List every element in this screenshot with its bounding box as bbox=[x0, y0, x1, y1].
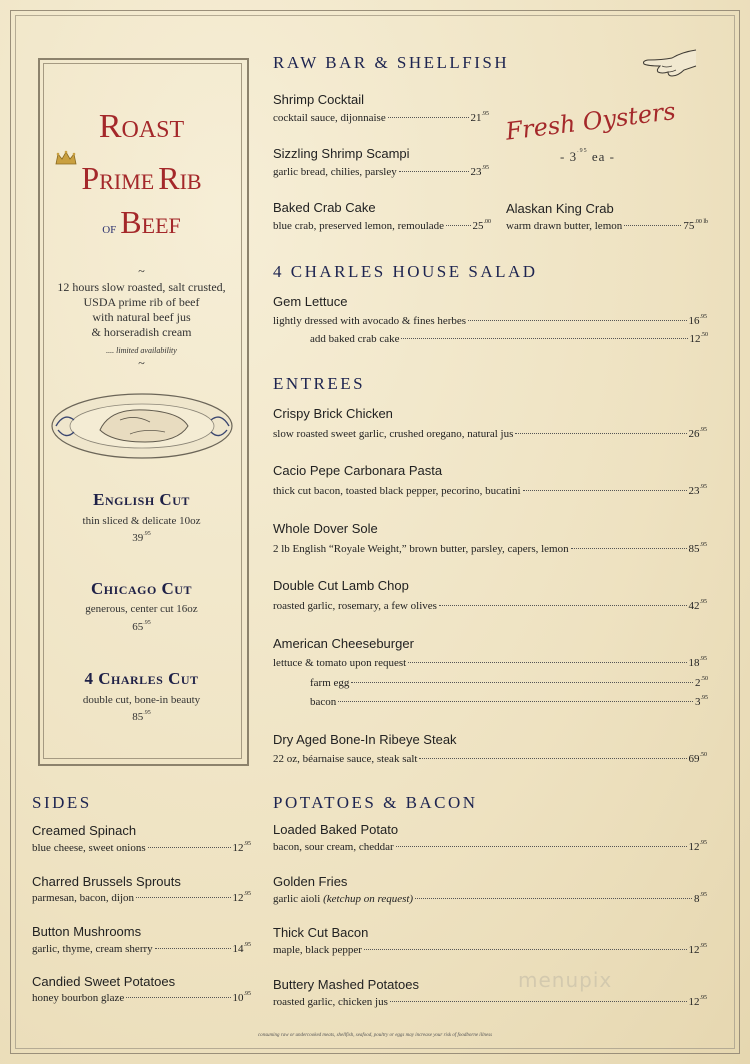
desc-crab-cake: blue crab, preserved lemon, remoulade $25^{.00}$ bbox=[273, 219, 491, 232]
item-loaded-potato: Loaded Baked Potato bbox=[273, 822, 399, 837]
item-sweet-potatoes: Candied Sweet Potatoes bbox=[32, 974, 176, 989]
desc-dover-sole: 2 lb English “Royale Weight,” brown butter, parsley, capers, lemon $85^{.95}$ bbox=[273, 542, 707, 555]
title-beef: Beef bbox=[120, 204, 181, 240]
desc-add-crab-cake: add baked crab cake $12^{.50}$ bbox=[310, 332, 708, 345]
desc-brussels-sprouts: parmesan, bacon, dijon $12^{.95}$ bbox=[32, 891, 251, 904]
desc-bacon-addon: bacon $3^{.95}$ bbox=[310, 695, 708, 708]
tilde-bottom: ~ bbox=[138, 356, 145, 370]
cut-price-english: $39^{.95}$ bbox=[132, 531, 151, 544]
desc-ribeye: 22 oz, béarnaise sauce, steak salt $69^{.50}$ bbox=[273, 752, 707, 765]
desc-thick-bacon: maple, black pepper $12^{.95}$ bbox=[273, 943, 707, 956]
desc-mashed-potatoes: roasted garlic, chicken jus $12^{.95}$ bbox=[273, 995, 707, 1008]
item-carbonara: Cacio Pepe Carbonara Pasta bbox=[273, 463, 443, 478]
title-line-3 bbox=[38, 204, 245, 241]
platter-illustration bbox=[50, 390, 235, 467]
section-salad: 4 CHARLES HOUSE SALAD bbox=[273, 262, 538, 281]
item-cheeseburger: American Cheeseburger bbox=[273, 636, 414, 651]
desc-golden-fries: garlic aioli (ketchup on request) $8^{.95}$ bbox=[273, 892, 707, 905]
item-brussels-sprouts: Charred Brussels Sprouts bbox=[32, 874, 181, 889]
title-prime: Prime bbox=[81, 160, 155, 196]
prime-rib-desc-1: 12 hours slow roasted, salt crusted, bbox=[57, 280, 226, 294]
cut-name-4charles: 4 Charles Cut bbox=[84, 669, 199, 688]
cut-desc-english: thin sliced & delicate 10oz bbox=[82, 515, 201, 527]
desc-button-mushrooms: garlic, thyme, cream sherry $14^{.95}$ bbox=[32, 942, 251, 955]
item-ribeye: Dry Aged Bone-In Ribeye Steak bbox=[273, 732, 457, 747]
desc-farm-egg: farm egg $2^{.50}$ bbox=[310, 676, 708, 689]
desc-loaded-potato: bacon, sour cream, cheddar $12^{.95}$ bbox=[273, 840, 707, 853]
title-roast: Roast bbox=[98, 108, 185, 145]
title-line-2 bbox=[38, 160, 245, 197]
desc-brick-chicken: slow roasted sweet garlic, crushed oregano, natural jus $26^{.95}$ bbox=[273, 427, 707, 440]
tilde-top: ~ bbox=[138, 264, 145, 278]
desc-gem-lettuce: lightly dressed with avocado & fines herbes $16^{.95}$ bbox=[273, 314, 707, 327]
section-entrees: ENTREES bbox=[273, 374, 366, 393]
cut-name-chicago: Chicago Cut bbox=[91, 579, 192, 598]
desc-king-crab: warm drawn butter, lemon $75^{.00 lb}$ bbox=[506, 219, 708, 232]
item-gem-lettuce: Gem Lettuce bbox=[273, 294, 348, 309]
title-of: of bbox=[102, 220, 117, 237]
cut-price-chicago: $65^{.95}$ bbox=[132, 620, 151, 633]
cut-desc-4charles: double cut, bone-in beauty bbox=[82, 694, 201, 706]
section-potatoes-bacon: POTATOES & BACON bbox=[273, 793, 478, 812]
cut-price-4charles: $85^{.95}$ bbox=[132, 710, 151, 723]
prime-rib-desc-2: USDA prime rib of beef bbox=[83, 295, 200, 309]
item-button-mushrooms: Button Mushrooms bbox=[32, 924, 142, 939]
fresh-oysters-title: Fresh Oysters bbox=[504, 97, 678, 146]
fresh-oysters-price: - $3^{.95}$ ea - bbox=[560, 148, 615, 164]
availability-note: .... limited availability bbox=[106, 346, 177, 355]
desc-creamed-spinach: blue cheese, sweet onions $12^{.95}$ bbox=[32, 841, 251, 854]
section-sides: SIDES bbox=[32, 793, 92, 812]
item-crab-cake: Baked Crab Cake bbox=[273, 200, 376, 215]
foodborne-illness-disclaimer: consuming raw or undercooked meats, shellfish, seafood, poultry or eggs may increase your risk of foodborne illness bbox=[257, 1033, 493, 1038]
desc-carbonara: thick cut bacon, toasted black pepper, pecorino, bucatini $23^{.95}$ bbox=[273, 484, 707, 497]
desc-cheeseburger: lettuce & tomato upon request $18^{.95}$ bbox=[273, 656, 707, 669]
item-creamed-spinach: Creamed Spinach bbox=[32, 823, 137, 838]
item-mashed-potatoes: Buttery Mashed Potatoes bbox=[273, 977, 419, 992]
desc-shrimp-scampi: garlic bread, chilies, parsley $23^{.95}$ bbox=[273, 165, 489, 178]
desc-lamb-chop: roasted garlic, rosemary, a few olives $42^{.95}$ bbox=[273, 599, 707, 612]
desc-shrimp-cocktail: cocktail sauce, dijonnaise $21^{.95}$ bbox=[273, 111, 489, 124]
item-shrimp-cocktail: Shrimp Cocktail bbox=[273, 92, 365, 107]
title-rib: Rib bbox=[158, 160, 202, 196]
item-king-crab: Alaskan King Crab bbox=[506, 201, 614, 216]
item-dover-sole: Whole Dover Sole bbox=[273, 521, 378, 536]
item-shrimp-scampi: Sizzling Shrimp Scampi bbox=[273, 146, 410, 161]
item-brick-chicken: Crispy Brick Chicken bbox=[273, 406, 393, 421]
section-raw-bar: RAW BAR & SHELLFISH bbox=[273, 53, 510, 72]
item-thick-bacon: Thick Cut Bacon bbox=[273, 925, 369, 940]
cut-desc-chicago: generous, center cut 16oz bbox=[85, 603, 198, 615]
item-lamb-chop: Double Cut Lamb Chop bbox=[273, 578, 409, 593]
item-golden-fries: Golden Fries bbox=[273, 874, 348, 889]
cut-name-english: English Cut bbox=[93, 490, 190, 509]
prime-rib-desc-4: & horseradish cream bbox=[91, 325, 192, 339]
pointing-hand-icon bbox=[638, 44, 700, 87]
title-line-1 bbox=[38, 108, 245, 146]
desc-sweet-potatoes: honey bourbon glaze $10^{.95}$ bbox=[32, 991, 251, 1004]
menupix-watermark: menupix bbox=[518, 968, 613, 992]
prime-rib-desc-3: with natural beef jus bbox=[92, 310, 191, 324]
